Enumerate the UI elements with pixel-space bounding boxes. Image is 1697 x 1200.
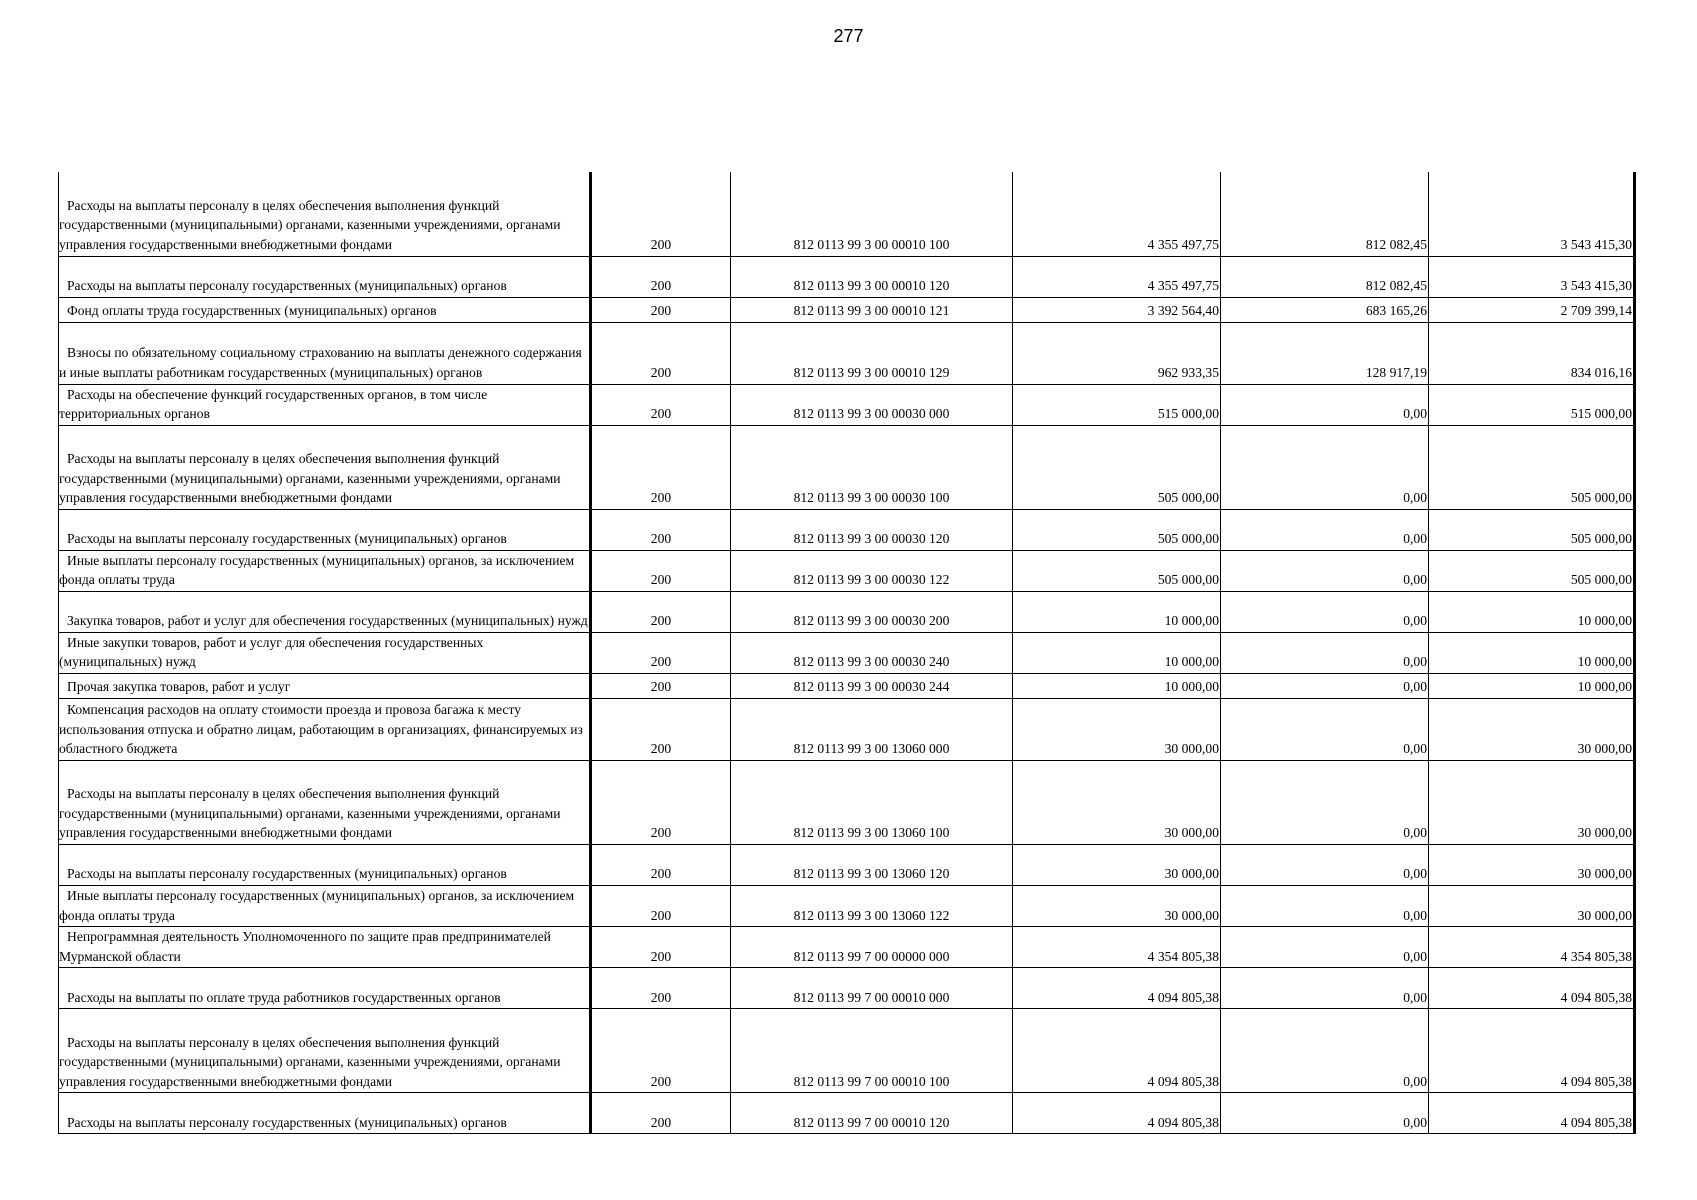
cell-approved-amount: 4 354 805,38 xyxy=(1013,927,1221,968)
cell-approved-amount: 4 094 805,38 xyxy=(1013,1093,1221,1134)
cell-budget-classification-code: 812 0113 99 3 00 13060 122 xyxy=(731,886,1013,927)
cell-name xyxy=(59,172,591,256)
row-name-text: Иные выплаты персоналу государственных (муниципальных) органов, за исключением фонда оплаты труда xyxy=(59,888,575,923)
cell-budget-classification-code: 812 0113 99 3 00 00030 240 xyxy=(731,632,1013,673)
table-row xyxy=(59,699,1635,761)
cell-budget-classification-code: 812 0113 99 3 00 00030 122 xyxy=(731,550,1013,591)
cell-approved-amount: 30 000,00 xyxy=(1013,761,1221,845)
table-row xyxy=(59,509,1635,550)
cell-executed-amount: 0,00 xyxy=(1221,550,1429,591)
cell-budget-classification-code: 812 0113 99 3 00 00030 000 xyxy=(731,384,1013,425)
cell-approved-amount: 4 355 497,75 xyxy=(1013,256,1221,297)
table-row xyxy=(59,425,1635,509)
table-body xyxy=(59,172,1635,1134)
cell-remaining-amount: 4 094 805,38 xyxy=(1429,1009,1635,1093)
cell-remaining-amount: 4 354 805,38 xyxy=(1429,927,1635,968)
cell-name xyxy=(59,591,591,632)
cell-code: 200 xyxy=(591,1093,731,1134)
cell-executed-amount: 683 165,26 xyxy=(1221,297,1429,322)
cell-name xyxy=(59,384,591,425)
cell-executed-amount: 0,00 xyxy=(1221,591,1429,632)
cell-remaining-amount: 505 000,00 xyxy=(1429,550,1635,591)
cell-approved-amount: 10 000,00 xyxy=(1013,674,1221,699)
row-name-text: Расходы на выплаты персоналу в целях обеспечения выполнения функций государственными (муниципальными) органами, казенными учреждениями, органами управления государственными внебюджетными фондами xyxy=(59,1034,561,1089)
cell-code: 200 xyxy=(591,674,731,699)
cell-budget-classification-code: 812 0113 99 3 00 00030 200 xyxy=(731,591,1013,632)
row-name-text: Расходы на обеспечение функций государственных органов, в том числе территориальных органов xyxy=(59,386,488,422)
cell-executed-amount: 0,00 xyxy=(1221,886,1429,927)
cell-executed-amount: 0,00 xyxy=(1221,674,1429,699)
cell-executed-amount: 0,00 xyxy=(1221,1093,1429,1134)
cell-executed-amount: 0,00 xyxy=(1221,968,1429,1009)
budget-execution-table xyxy=(58,172,1636,1134)
cell-code: 200 xyxy=(591,761,731,845)
cell-budget-classification-code: 812 0113 99 3 00 00010 121 xyxy=(731,297,1013,322)
cell-executed-amount: 0,00 xyxy=(1221,509,1429,550)
row-name-text: Непрограммная деятельность Уполномоченного по защите прав предпринимателей Мурманской области xyxy=(59,929,551,964)
cell-approved-amount: 515 000,00 xyxy=(1013,384,1221,425)
cell-budget-classification-code: 812 0113 99 7 00 00010 100 xyxy=(731,1009,1013,1093)
cell-remaining-amount: 10 000,00 xyxy=(1429,674,1635,699)
row-name-text: Компенсация расходов на оплату стоимости проезда и провоза багажа к месту использования отпуска и обратно лицам, работающим в организациях, финансируемых из областного бюджета xyxy=(59,702,583,757)
cell-approved-amount: 10 000,00 xyxy=(1013,632,1221,673)
cell-budget-classification-code: 812 0113 99 7 00 00000 000 xyxy=(731,927,1013,968)
cell-code: 200 xyxy=(591,591,731,632)
cell-name xyxy=(59,886,591,927)
cell-executed-amount: 0,00 xyxy=(1221,1009,1429,1093)
table-row xyxy=(59,674,1635,699)
cell-executed-amount: 0,00 xyxy=(1221,384,1429,425)
table-row xyxy=(59,384,1635,425)
cell-name xyxy=(59,297,591,322)
page-number: 277 xyxy=(833,26,864,46)
cell-name xyxy=(59,632,591,673)
cell-code: 200 xyxy=(591,256,731,297)
cell-budget-classification-code: 812 0113 99 3 00 00010 100 xyxy=(731,172,1013,256)
cell-approved-amount: 505 000,00 xyxy=(1013,425,1221,509)
cell-approved-amount: 4 355 497,75 xyxy=(1013,172,1221,256)
cell-remaining-amount: 30 000,00 xyxy=(1429,699,1635,761)
cell-remaining-amount: 30 000,00 xyxy=(1429,761,1635,845)
cell-budget-classification-code: 812 0113 99 7 00 00010 000 xyxy=(731,968,1013,1009)
cell-remaining-amount: 10 000,00 xyxy=(1429,591,1635,632)
cell-code: 200 xyxy=(591,927,731,968)
cell-remaining-amount: 4 094 805,38 xyxy=(1429,1093,1635,1134)
cell-name xyxy=(59,761,591,845)
cell-approved-amount: 30 000,00 xyxy=(1013,699,1221,761)
cell-executed-amount: 128 917,19 xyxy=(1221,322,1429,384)
cell-approved-amount: 30 000,00 xyxy=(1013,886,1221,927)
cell-budget-classification-code: 812 0113 99 3 00 00030 100 xyxy=(731,425,1013,509)
row-name-text: Взносы по обязательному социальному страхованию на выплаты денежного содержания и иные выплаты работникам государственных (муниципальных) органов xyxy=(59,345,582,380)
cell-budget-classification-code: 812 0113 99 3 00 00010 129 xyxy=(731,322,1013,384)
table-row xyxy=(59,632,1635,673)
table-row xyxy=(59,886,1635,927)
cell-remaining-amount: 505 000,00 xyxy=(1429,425,1635,509)
cell-executed-amount: 0,00 xyxy=(1221,761,1429,845)
cell-budget-classification-code: 812 0113 99 3 00 00030 120 xyxy=(731,509,1013,550)
row-name-text: Прочая закупка товаров, работ и услуг xyxy=(67,679,291,695)
cell-name xyxy=(59,509,591,550)
cell-code: 200 xyxy=(591,886,731,927)
cell-executed-amount: 0,00 xyxy=(1221,927,1429,968)
row-name-text: Расходы на выплаты персоналу в целях обеспечения выполнения функций государственными (муниципальными) органами, казенными учреждениями, органами управления государственными внебюджетными фондами xyxy=(59,450,561,506)
cell-remaining-amount: 10 000,00 xyxy=(1429,632,1635,673)
cell-approved-amount: 4 094 805,38 xyxy=(1013,968,1221,1009)
row-name-text: Расходы на выплаты персоналу государственных (муниципальных) органов xyxy=(67,277,507,293)
row-name-text: Расходы на выплаты персоналу в целях обеспечения выполнения функций государственными (муниципальными) органами, казенными учреждениями, органами управления государственными внебюджетными фондами xyxy=(59,786,561,841)
cell-code: 200 xyxy=(591,509,731,550)
cell-approved-amount: 30 000,00 xyxy=(1013,845,1221,886)
table-row xyxy=(59,1009,1635,1093)
cell-approved-amount: 10 000,00 xyxy=(1013,591,1221,632)
cell-executed-amount: 0,00 xyxy=(1221,845,1429,886)
cell-budget-classification-code: 812 0113 99 3 00 13060 100 xyxy=(731,761,1013,845)
cell-executed-amount: 812 082,45 xyxy=(1221,172,1429,256)
cell-budget-classification-code: 812 0113 99 3 00 00030 244 xyxy=(731,674,1013,699)
cell-remaining-amount: 834 016,16 xyxy=(1429,322,1635,384)
cell-remaining-amount: 505 000,00 xyxy=(1429,509,1635,550)
row-name-text: Расходы на выплаты персоналу государственных (муниципальных) органов xyxy=(67,531,507,547)
cell-name xyxy=(59,845,591,886)
cell-code: 200 xyxy=(591,968,731,1009)
cell-executed-amount: 812 082,45 xyxy=(1221,256,1429,297)
cell-budget-classification-code: 812 0113 99 3 00 13060 120 xyxy=(731,845,1013,886)
table-row xyxy=(59,927,1635,968)
cell-remaining-amount: 4 094 805,38 xyxy=(1429,968,1635,1009)
table-row xyxy=(59,968,1635,1009)
cell-name xyxy=(59,256,591,297)
cell-executed-amount: 0,00 xyxy=(1221,632,1429,673)
row-name-text: Расходы на выплаты персоналу государственных (муниципальных) органов xyxy=(67,1114,507,1130)
cell-code: 200 xyxy=(591,845,731,886)
cell-remaining-amount: 30 000,00 xyxy=(1429,845,1635,886)
row-name-text: Иные закупки товаров, работ и услуг для обеспечения государственных (муниципальных) нужд xyxy=(59,634,484,670)
cell-remaining-amount: 30 000,00 xyxy=(1429,886,1635,927)
cell-approved-amount: 962 933,35 xyxy=(1013,322,1221,384)
cell-remaining-amount: 515 000,00 xyxy=(1429,384,1635,425)
cell-code: 200 xyxy=(591,322,731,384)
cell-code: 200 xyxy=(591,699,731,761)
row-name-text: Фонд оплаты труда государственных (муниципальных) органов xyxy=(67,302,437,318)
cell-name xyxy=(59,927,591,968)
cell-name xyxy=(59,968,591,1009)
cell-code: 200 xyxy=(591,297,731,322)
cell-name xyxy=(59,674,591,699)
cell-name xyxy=(59,322,591,384)
table-row xyxy=(59,550,1635,591)
row-name-text: Иные выплаты персоналу государственных (муниципальных) органов, за исключением фонда оплаты труда xyxy=(59,552,575,588)
cell-code: 200 xyxy=(591,384,731,425)
cell-executed-amount: 0,00 xyxy=(1221,699,1429,761)
cell-code: 200 xyxy=(591,425,731,509)
cell-approved-amount: 4 094 805,38 xyxy=(1013,1009,1221,1093)
cell-budget-classification-code: 812 0113 99 3 00 00010 120 xyxy=(731,256,1013,297)
table-row xyxy=(59,172,1635,256)
cell-name xyxy=(59,425,591,509)
cell-name xyxy=(59,550,591,591)
row-name-text: Расходы на выплаты персоналу в целях обеспечения выполнения функций государственными (муниципальными) органами, казенными учреждениями, органами управления государственными внебюджетными фондами xyxy=(59,197,561,252)
table-row xyxy=(59,761,1635,845)
table-row xyxy=(59,297,1635,322)
row-name-text: Закупка товаров, работ и услуг для обеспечения государственных (муниципальных) нужд xyxy=(67,613,588,629)
cell-executed-amount: 0,00 xyxy=(1221,425,1429,509)
cell-name xyxy=(59,699,591,761)
cell-approved-amount: 505 000,00 xyxy=(1013,550,1221,591)
cell-code: 200 xyxy=(591,1009,731,1093)
cell-budget-classification-code: 812 0113 99 3 00 13060 000 xyxy=(731,699,1013,761)
cell-code: 200 xyxy=(591,172,731,256)
table-row xyxy=(59,1093,1635,1134)
cell-code: 200 xyxy=(591,550,731,591)
row-name-text: Расходы на выплаты персоналу государственных (муниципальных) органов xyxy=(67,866,507,882)
cell-remaining-amount: 3 543 415,30 xyxy=(1429,256,1635,297)
cell-name xyxy=(59,1093,591,1134)
cell-remaining-amount: 2 709 399,14 xyxy=(1429,297,1635,322)
table-row xyxy=(59,845,1635,886)
table-row xyxy=(59,256,1635,297)
cell-remaining-amount: 3 543 415,30 xyxy=(1429,172,1635,256)
cell-name xyxy=(59,1009,591,1093)
cell-approved-amount: 3 392 564,40 xyxy=(1013,297,1221,322)
row-name-text: Расходы на выплаты по оплате труда работников государственных органов xyxy=(67,989,501,1005)
table-row xyxy=(59,322,1635,384)
cell-code: 200 xyxy=(591,632,731,673)
cell-approved-amount: 505 000,00 xyxy=(1013,509,1221,550)
cell-budget-classification-code: 812 0113 99 7 00 00010 120 xyxy=(731,1093,1013,1134)
table-row xyxy=(59,591,1635,632)
